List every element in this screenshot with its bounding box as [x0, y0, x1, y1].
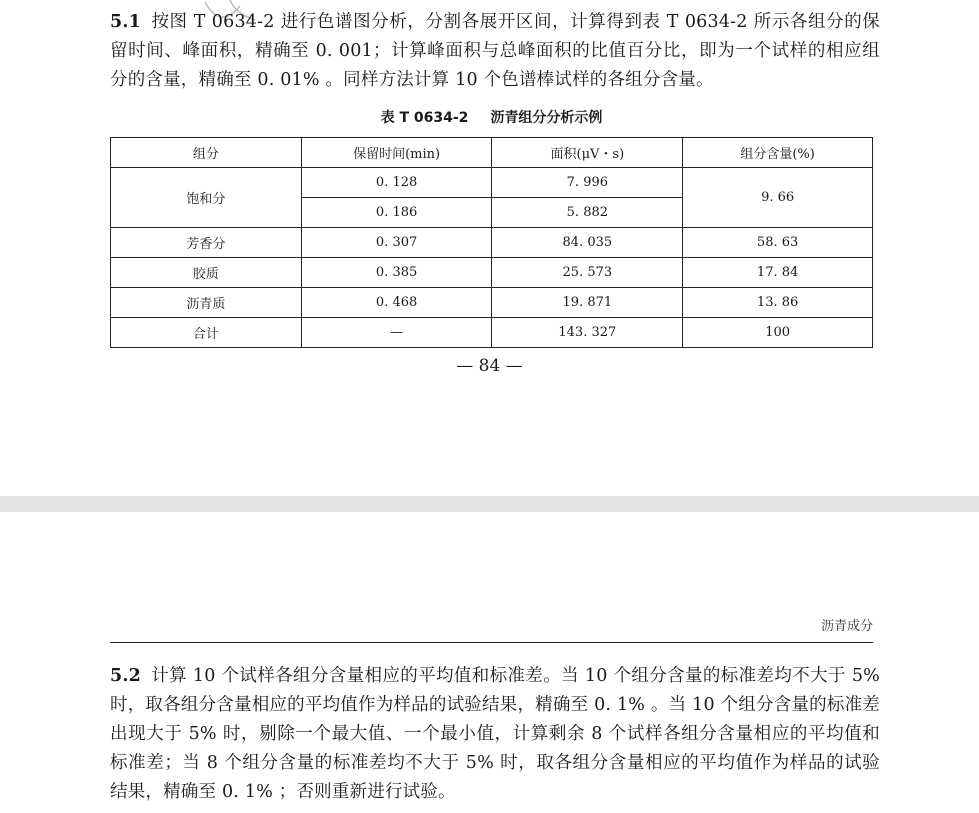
cell-content: 58. 63 — [683, 228, 873, 258]
cell-time: 0. 468 — [301, 288, 492, 318]
header-content: 组分含量(%) — [683, 138, 873, 168]
section-5-1-text: 按图 T 0634-2 进行色谱图分析，分割各展开区间，计算得到表 T 0634-2 所示各组分的保留时间、峰面积，精确至 0. 001；计算峰面积与总峰面积的比值百分比，即为一个试样的相应组分的含量，精确至 0. 01% 。同样方法计算 10 个色谱棒试样的各组分含量。 — [110, 12, 880, 90]
section-5-2-text: 计算 10 个试样各组分含量相应的平均值和标准差。当 10 个组分含量的标准差均不大于 5% 时，取各组分含量相应的平均值作为样品的试验结果，精确至 0. 1% 。当 10 个组分含量的标准差出现大于 5% 时，剔除一个最大值、一个最小值，计算剩余 8 个试样各组分含量相应的平均值和标准差；当 8 个组分含量的标准差均不大于 5% 时，取各组分含量相应的平均值作为样品的试验结果，精确至 0. 1% ；否则重新进行试验。 — [110, 666, 880, 802]
header-rule — [110, 642, 873, 643]
cell-content: 13. 86 — [683, 288, 873, 318]
table-row — [111, 258, 873, 288]
page-bottom — [0, 512, 979, 813]
table-caption-title: 沥青组分分析示例 — [490, 110, 603, 126]
cell-time: 0. 385 — [301, 258, 492, 288]
cell-area: 19. 871 — [492, 288, 683, 318]
page-number: — 84 — — [456, 356, 523, 376]
cell-content: 100 — [683, 318, 873, 348]
component-table — [110, 137, 873, 348]
table-row — [111, 288, 873, 318]
cell-content: 17. 84 — [683, 258, 873, 288]
cell-content: 9. 66 — [683, 168, 873, 228]
table-row — [111, 228, 873, 258]
section-5-1-paragraph — [110, 8, 880, 95]
cell-component: 合计 — [111, 318, 302, 348]
cell-component: 沥青质 — [111, 288, 302, 318]
cell-time: — — [301, 318, 492, 348]
cell-time: 0. 128 — [301, 168, 492, 198]
running-head: 沥青成分 — [820, 619, 873, 634]
cell-area: 5. 882 — [492, 198, 683, 228]
table-caption — [110, 107, 873, 127]
table-total-row — [111, 318, 873, 348]
section-5-2-number: 5.2 — [110, 666, 142, 686]
table-caption-id: 表 T 0634-2 — [380, 110, 469, 126]
cell-time: 0. 186 — [301, 198, 492, 228]
table-header-row — [111, 138, 873, 168]
cell-area: 143. 327 — [492, 318, 683, 348]
cell-component: 饱和分 — [111, 168, 302, 228]
cell-area: 7. 996 — [492, 168, 683, 198]
header-area: 面积(μV・s) — [492, 138, 683, 168]
cell-component: 芳香分 — [111, 228, 302, 258]
cell-component: 胶质 — [111, 258, 302, 288]
table-row — [111, 168, 873, 198]
cell-area: 25. 573 — [492, 258, 683, 288]
section-5-1-number: 5.1 — [110, 12, 142, 32]
page-separator — [0, 496, 979, 512]
section-5-2-paragraph — [110, 662, 880, 807]
cell-area: 84. 035 — [492, 228, 683, 258]
header-component: 组分 — [111, 138, 302, 168]
cell-time: 0. 307 — [301, 228, 492, 258]
header-retention-time: 保留时间(min) — [301, 138, 492, 168]
